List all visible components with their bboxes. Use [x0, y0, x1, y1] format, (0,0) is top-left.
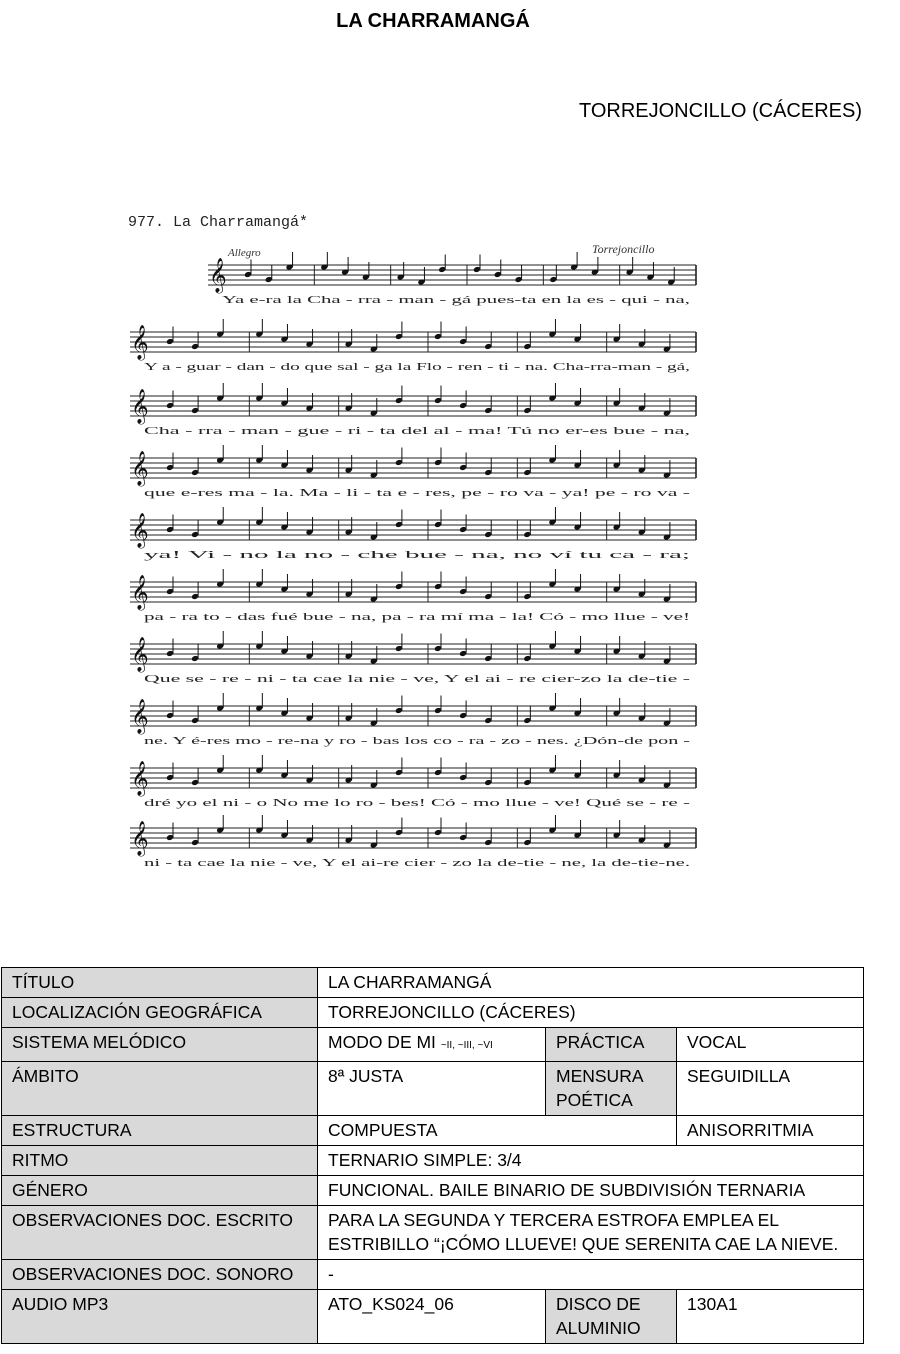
treble-clef-icon: 𝄞: [131, 575, 149, 610]
value-ritmo: TERNARIO SIMPLE: 3/4: [318, 1146, 864, 1176]
value-obs-escrito: PARA LA SEGUNDA Y TERCERA ESTROFA EMPLEA EL ESTRIBILLO “¡CÓMO LLUEVE! QUE SERENITA CAE LA NIEVE.: [318, 1206, 864, 1260]
row-estructura: [2, 1116, 864, 1146]
label-obs-escrito: OBSERVACIONES DOC. ESCRITO: [2, 1206, 318, 1260]
staff-system: [130, 445, 696, 499]
lyric-line: pa - ra to - das fué bue - na, pa - ra mí ma - la! Có - mo llue - ve!: [144, 612, 690, 623]
row-sistema: [2, 1028, 864, 1062]
value-localizacion: TORREJONCILLO (CÁCERES): [318, 998, 864, 1028]
value-sistema-main: MODO DE MI: [328, 1032, 436, 1052]
score-tempo: Allegro: [228, 247, 261, 259]
label-sistema: SISTEMA MELÓDICO: [2, 1028, 318, 1062]
row-genero: [2, 1176, 864, 1206]
treble-clef-icon: 𝄞: [131, 637, 149, 672]
treble-clef-icon: 𝄞: [131, 761, 149, 796]
label-practica: PRÁCTICA: [546, 1028, 677, 1062]
label-disco: DISCO DE ALUMINIO: [546, 1290, 677, 1344]
label-ambito: ÁMBITO: [2, 1062, 318, 1116]
label-localizacion: LOCALIZACIÓN GEOGRÁFICA: [2, 998, 318, 1028]
staff-system: [130, 569, 696, 623]
lyric-line: Ya e-ra la Cha - rra - man - gá pues-ta en la es - qui - na,: [222, 295, 690, 306]
value-mensura: SEGUIDILLA: [677, 1062, 864, 1116]
label-mensura: MENSURA POÉTICA: [546, 1062, 677, 1116]
treble-clef-icon: 𝄞: [131, 513, 149, 548]
document-title: LA CHARRAMANGÁ: [336, 10, 530, 32]
value-ambito: 8ª JUSTA: [318, 1062, 546, 1116]
value-estructura-extra: ANISORRITMIA: [677, 1116, 864, 1146]
lyric-line: que e-res ma - la. Ma - li - ta e - res, pe - ro va - ya! pe - ro va -: [144, 488, 692, 499]
staff-system: [208, 252, 696, 306]
lyric-line: ya! Vi - no la no - che bue - na, no ví tu ca - ra;: [144, 550, 691, 561]
lyric-line: Que se - re - ni - ta cae la nie - ve, Y el ai - re cier-zo la de-tie -: [144, 674, 692, 685]
label-obs-sonoro: OBSERVACIONES DOC. SONORO: [2, 1260, 318, 1290]
row-titulo: [2, 968, 864, 998]
value-audio: ATO_KS024_06: [318, 1290, 546, 1344]
treble-clef-icon: 𝄞: [131, 451, 149, 486]
value-sistema-sub: ~II, ~III, ~VI: [440, 1040, 493, 1051]
treble-clef-icon: 𝄞: [131, 389, 149, 424]
label-estructura: ESTRUCTURA: [2, 1116, 318, 1146]
label-genero: GÉNERO: [2, 1176, 318, 1206]
document-place: TORREJONCILLO (CÁCERES): [578, 100, 862, 122]
score-title: 977. La Charramangá*: [128, 214, 309, 231]
staff-system: [130, 693, 696, 747]
value-sistema: [318, 1028, 546, 1062]
value-estructura: COMPUESTA: [318, 1116, 677, 1146]
lyric-line: ni - ta cae la nie - ve, Y el ai-re cier - zo la de-tie - ne, la de-tie-ne.: [144, 858, 690, 869]
row-localizacion: [2, 998, 864, 1028]
value-practica: VOCAL: [677, 1028, 864, 1062]
staff-system: [130, 507, 696, 561]
value-genero: FUNCIONAL. BAILE BINARIO DE SUBDIVISIÓN TERNARIA: [318, 1176, 864, 1206]
row-ritmo: [2, 1146, 864, 1176]
staff-system: [130, 631, 696, 685]
treble-clef-icon: 𝄞: [131, 325, 149, 360]
staff-system: [130, 383, 696, 437]
row-ambito: [2, 1062, 864, 1116]
row-obs-sonoro: [2, 1260, 864, 1290]
value-titulo: LA CHARRAMANGÁ: [318, 968, 864, 998]
metadata-table: [1, 967, 864, 1344]
label-audio: AUDIO MP3: [2, 1290, 318, 1344]
lyric-line: ne. Y é-res mo - re-na y ro - bas los co - ra - zo - nes. ¿Dón-de pon -: [144, 736, 691, 747]
label-titulo: TÍTULO: [2, 968, 318, 998]
label-ritmo: RITMO: [2, 1146, 318, 1176]
score-origin: Torrejoncillo: [592, 242, 655, 256]
treble-clef-icon: 𝄞: [131, 821, 149, 856]
row-obs-escrito: [2, 1206, 864, 1260]
treble-clef-icon: 𝄞: [209, 258, 227, 293]
staff-system: [130, 319, 696, 373]
music-score: [120, 200, 710, 880]
value-obs-sonoro: -: [318, 1260, 864, 1290]
staff-system: [130, 755, 696, 809]
staff-systems: [130, 252, 696, 869]
value-disco: 130A1: [677, 1290, 864, 1344]
staff-system: [130, 815, 696, 869]
lyric-line: Cha - rra - man - gue - ri - ta del al - ma! Tú no er-es bue - na,: [144, 426, 690, 437]
lyric-line: dré yo el ni - o No me lo ro - bes! Có - mo llue - ve! Qué se - re -: [144, 798, 691, 809]
treble-clef-icon: 𝄞: [131, 699, 149, 734]
row-audio: [2, 1290, 864, 1344]
lyric-line: Y a - guar - dan - do que sal - ga la Flo - ren - ti - na. Cha-rra-man - gá,: [144, 362, 690, 373]
